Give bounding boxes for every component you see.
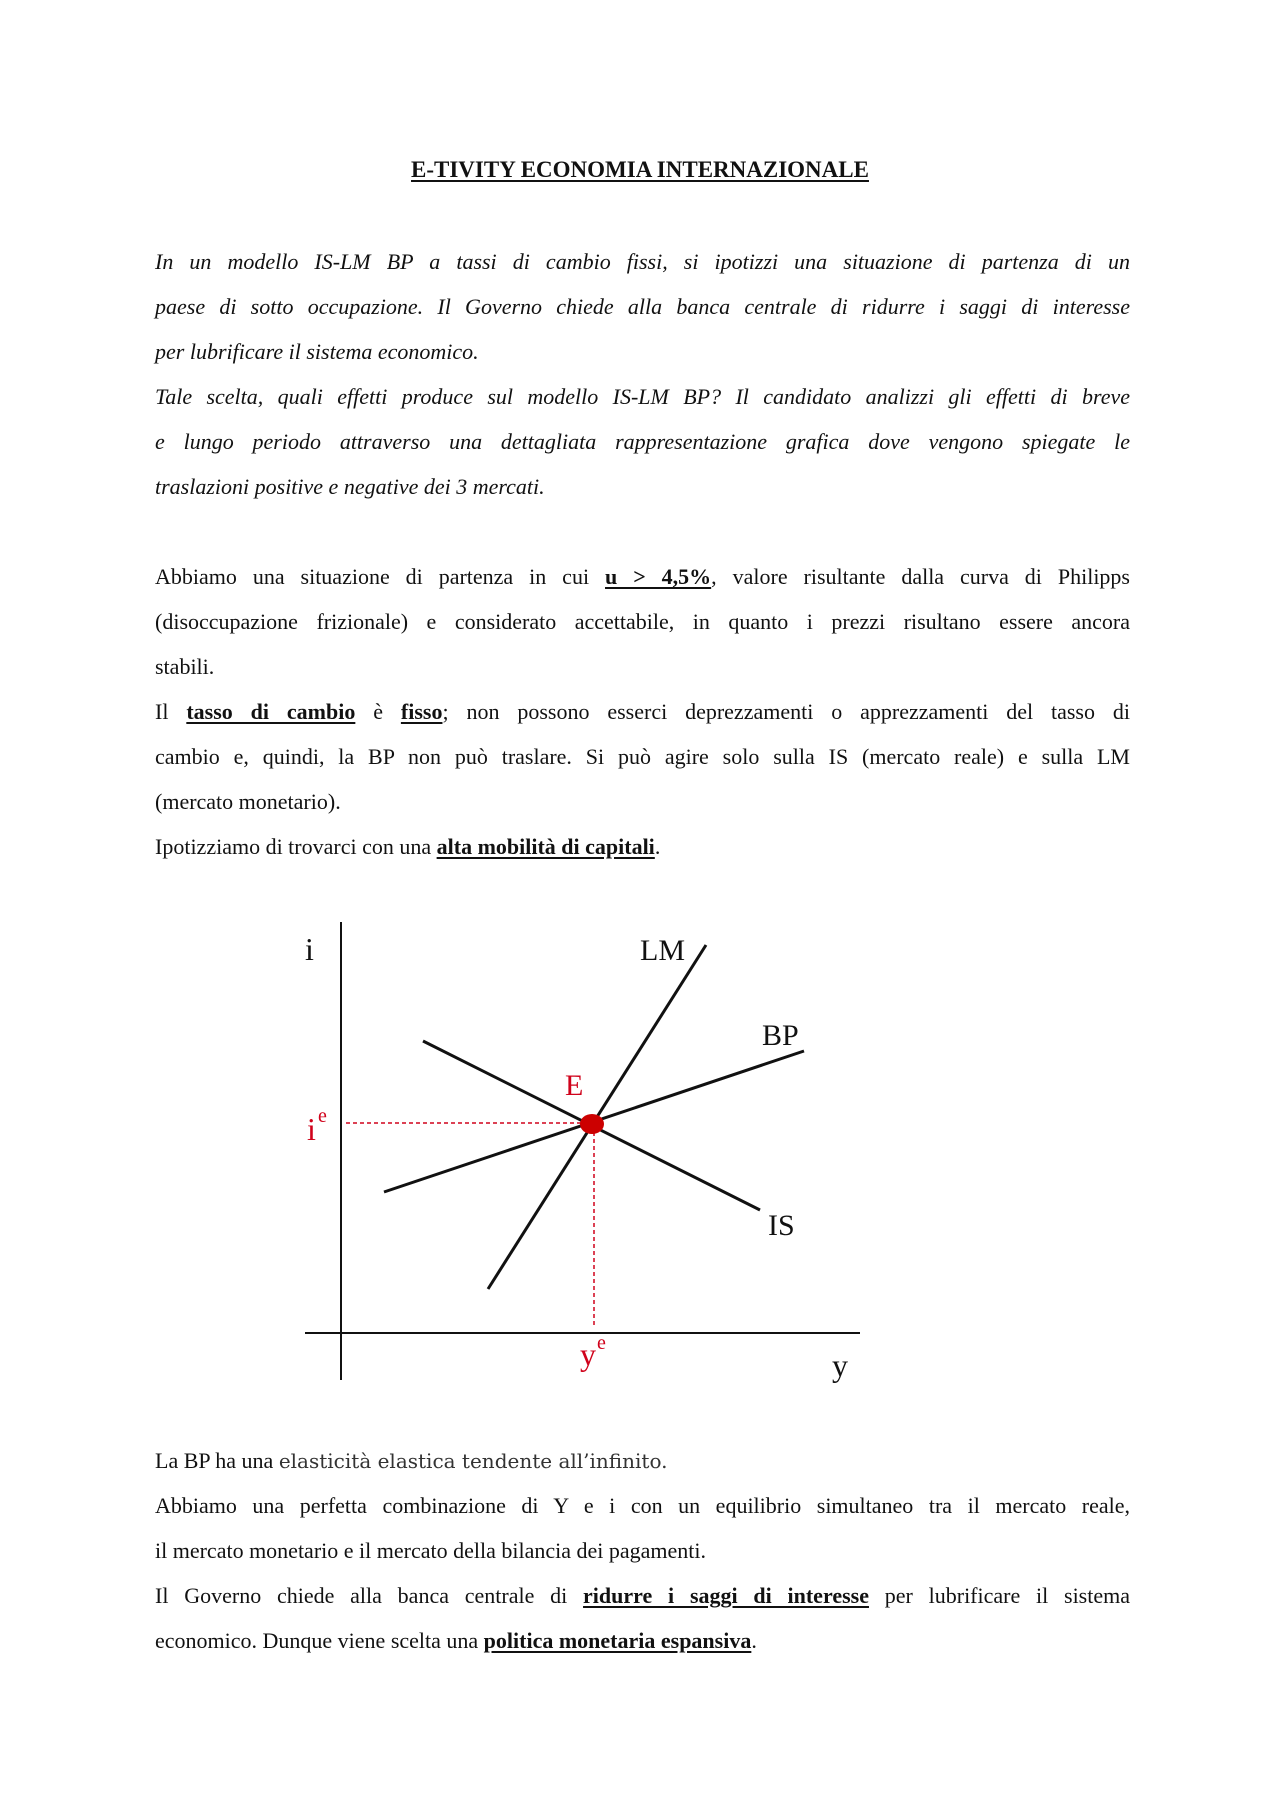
text-run: economico. Dunque viene scelta una: [155, 1628, 484, 1653]
y-axis-label: i: [305, 931, 314, 967]
prompt-line: Tale scelta, quali effetti produce sul modello IS-LM BP? Il candidato analizzi gli effetti di breve: [155, 384, 1130, 409]
text-run: ; non possono esserci deprezzamenti o apprezzamenti del tasso di: [442, 699, 1130, 724]
lm-label: LM: [640, 934, 685, 967]
paragraph-line: cambio e, quindi, la BP non può traslare. Si può agire solo sulla IS (mercato reale) e sulla LM: [155, 744, 1130, 769]
paragraph-line: [155, 554, 1130, 599]
text-run: Ipotizziamo di trovarci con una: [155, 834, 437, 859]
text-run: Il: [155, 699, 187, 724]
is-lm-bp-graph: [0, 900, 1280, 1400]
paragraph-line: il mercato monetario e il mercato della bilancia dei pagamenti.: [155, 1538, 706, 1563]
paragraph-line: Abbiamo una perfetta combinazione di Y e i con un equilibrio simultaneo tra il mercato reale,: [155, 1493, 1130, 1518]
emphasis-text: alta mobilità di capitali: [436, 834, 655, 859]
paragraph-line: (mercato monetario).: [155, 789, 341, 814]
text-run: per lubrificare il sistema: [868, 1583, 1131, 1608]
text-run: .: [751, 1628, 757, 1653]
text-run: è: [355, 699, 401, 724]
assignment-prompt: [155, 239, 1130, 509]
paragraph-bp-elasticity: [155, 1438, 1130, 1663]
paragraph-unemployment: [155, 554, 1130, 869]
ie-label: i: [307, 1111, 316, 1147]
bp-label: BP: [762, 1019, 799, 1052]
emphasis-text: politica monetaria espansiva: [483, 1628, 752, 1653]
emphasis-text: u > 4,5%: [605, 564, 712, 589]
emphasis-text: fisso: [400, 699, 443, 724]
prompt-line: per lubrificare il sistema economico.: [155, 339, 479, 364]
paragraph-line: [155, 1618, 1130, 1663]
text-run: .: [654, 834, 661, 859]
paragraph-line: stabili.: [155, 654, 215, 679]
document-title: E-TIVITY ECONOMIA INTERNAZIONALE: [411, 157, 869, 182]
prompt-line: e lungo periodo attraverso una dettagliata rappresentazione grafica dove vengono spiegate le: [155, 429, 1130, 454]
prompt-line: In un modello IS-LM BP a tassi di cambio fissi, si ipotizzi una situazione di partenza di un: [155, 249, 1130, 274]
text-run: La BP ha una: [155, 1448, 279, 1473]
equilibrium-point: [580, 1114, 604, 1134]
text-run: Abbiamo una situazione di partenza in cui: [155, 564, 606, 589]
emphasis-text: tasso di cambio: [186, 699, 356, 724]
paragraph-line: (disoccupazione frizionale) e considerato accettabile, in quanto i prezzi risultano essere ancora: [155, 609, 1130, 634]
x-axis-label: y: [832, 1347, 848, 1383]
text-run: elasticità elastica tendente all’infinito.: [278, 1449, 668, 1473]
prompt-line: paese di sotto occupazione. Il Governo chiede alla banca centrale di ridurre i saggi di interesse: [155, 294, 1130, 319]
text-run: Il Governo chiede alla banca centrale di: [155, 1583, 584, 1608]
is-label: IS: [768, 1209, 795, 1242]
ye-label: y: [580, 1336, 596, 1372]
prompt-line: traslazioni positive e negative dei 3 mercati.: [155, 474, 545, 499]
ye-superscript: e: [597, 1332, 606, 1354]
paragraph-line: [155, 689, 1130, 734]
equilibrium-label: E: [565, 1069, 584, 1102]
paragraph-line: [155, 1438, 1130, 1483]
paragraph-line: [155, 824, 1130, 869]
emphasis-text: ridurre i saggi di interesse: [583, 1583, 869, 1608]
paragraph-line: [155, 1573, 1130, 1618]
ie-superscript: e: [318, 1105, 327, 1127]
text-run: , valore risultante dalla curva di Philipps: [711, 564, 1130, 589]
